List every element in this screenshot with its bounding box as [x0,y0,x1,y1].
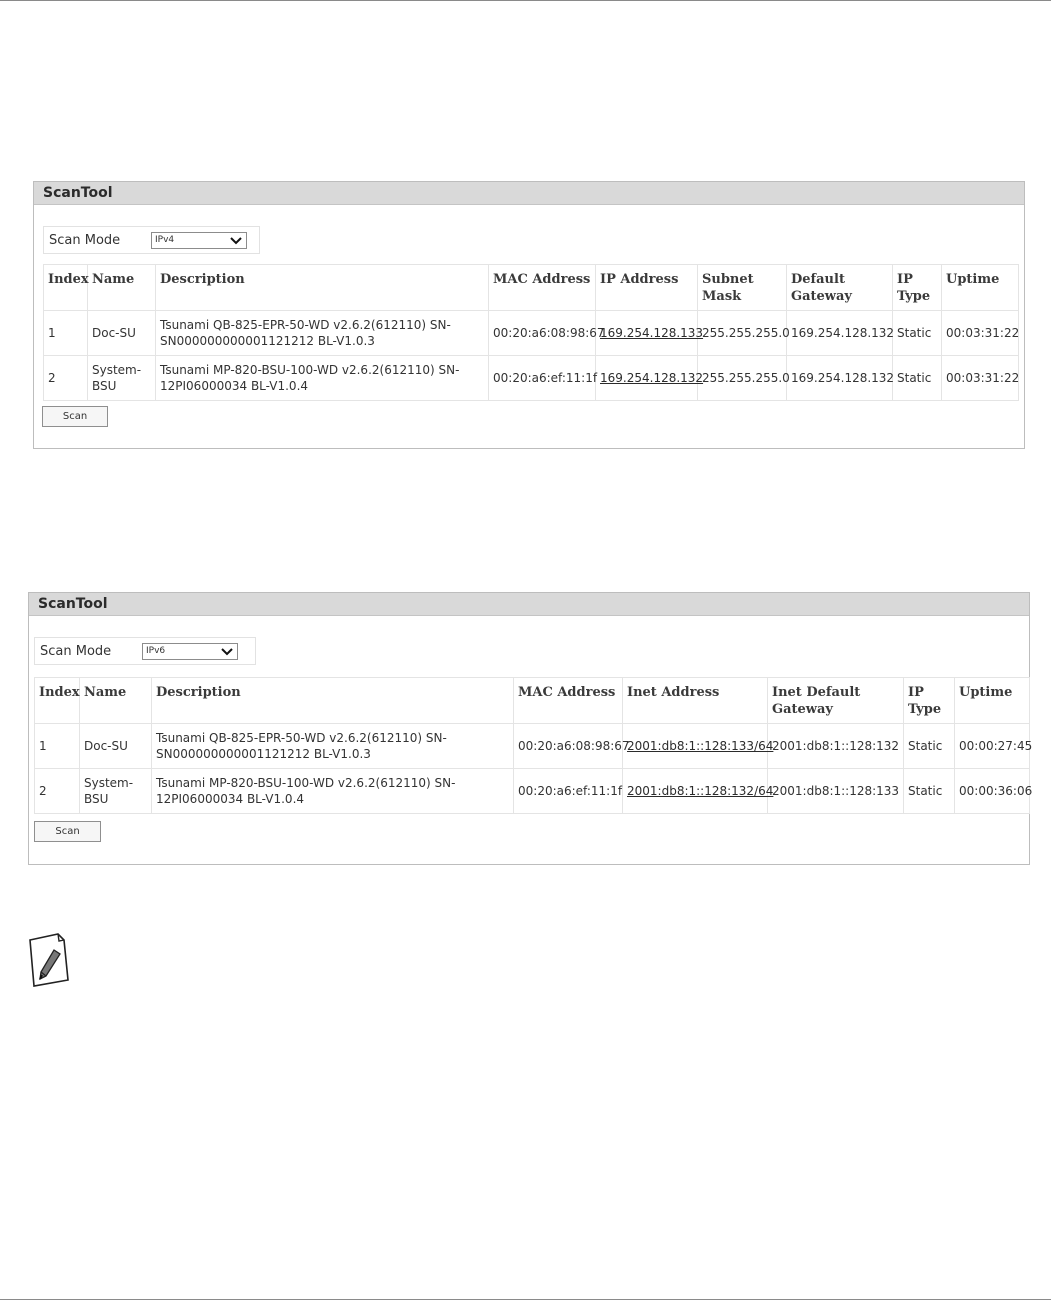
scan-mode-value: IPv6 [146,646,166,656]
column-header: Description [156,265,489,311]
scan-mode-label: Scan Mode [40,643,112,659]
scan-mode-value: IPv4 [155,235,175,245]
scan-mode-row [34,637,256,665]
cell-description: Tsunami QB-825-EPR-50-WD v2.6.2(612110) SN-SN000000000001121212 BL-V1.0.3 [152,724,514,769]
cell-ip-type: Static [904,724,955,769]
cell-gateway: 169.254.128.132 [787,311,893,356]
cell-ip-type: Static [893,356,942,401]
cell-mac: 00:20:a6:08:98:67 [489,311,596,356]
column-header: Uptime [942,265,1019,311]
cell-inet [623,769,774,814]
cell-mac: 00:20:a6:ef:11:1f [514,769,623,814]
cell-index: 1 [44,311,88,356]
cell-uptime: 00:00:36:06 [955,769,1030,814]
cell-index: 1 [35,724,80,769]
scan-mode-row [43,226,260,254]
scan-mode-label: Scan Mode [49,232,121,248]
cell-description: Tsunami MP-820-BSU-100-WD v2.6.2(612110) SN-12PI06000034 BL-V1.0.4 [156,356,489,401]
cell-description: Tsunami QB-825-EPR-50-WD v2.6.2(612110) SN-SN000000000001121212 BL-V1.0.3 [156,311,489,356]
cell-name: System-BSU [88,356,156,401]
table-row [44,356,1019,401]
cell-ip [596,311,704,356]
column-header: Default Gateway [787,265,893,311]
cell-name: Doc-SU [88,311,156,356]
column-header: Index [44,265,88,311]
cell-name: System-BSU [80,769,152,814]
chevron-down-icon [230,236,242,245]
scan-results-table [34,677,1033,814]
column-header: Subnet Mask [698,265,787,311]
column-header: Inet Address [623,678,768,724]
table-header-row [35,678,1030,724]
column-header: MAC Address [514,678,623,724]
inet-address-link[interactable]: 2001:db8:1::128:132/64 [627,784,774,798]
column-header: Index [35,678,80,724]
column-header: MAC Address [489,265,596,311]
scan-results-table [43,264,1019,401]
cell-ip-type: Static [893,311,942,356]
cell-gateway: 2001:db8:1::128:133 [768,769,904,814]
cell-index: 2 [44,356,88,401]
scantool-panel-ipv6 [28,592,1033,865]
scan-button[interactable]: Scan [42,406,108,427]
column-header: IP Type [904,678,955,724]
cell-mac: 00:20:a6:ef:11:1f [489,356,596,401]
cell-mac: 00:20:a6:08:98:67 [514,724,623,769]
scan-mode-select[interactable] [151,232,247,249]
column-header: IP Type [893,265,942,311]
cell-ip-type: Static [904,769,955,814]
top-rule [0,0,1051,1]
ip-address-link[interactable]: 169.254.128.133 [600,326,704,340]
cell-description: Tsunami MP-820-BSU-100-WD v2.6.2(612110) SN-12PI06000034 BL-V1.0.4 [152,769,514,814]
cell-mask: 255.255.255.0 [698,356,787,401]
column-header: IP Address [596,265,698,311]
table-row [35,769,1030,814]
inet-address-link[interactable]: 2001:db8:1::128:133/64 [627,739,774,753]
column-header: Uptime [955,678,1030,724]
cell-uptime: 00:03:31:22 [942,311,1019,356]
cell-uptime: 00:00:27:45 [955,724,1030,769]
panel-title: ScanTool [29,593,1029,616]
cell-ip [596,356,704,401]
table-header-row [44,265,1019,311]
cell-mask: 255.255.255.0 [698,311,787,356]
table-row [35,724,1030,769]
chevron-down-icon [221,647,233,656]
scan-mode-select[interactable] [142,643,238,660]
column-header: Inet Default Gateway [768,678,904,724]
cell-name: Doc-SU [80,724,152,769]
cell-gateway: 2001:db8:1::128:132 [768,724,904,769]
scantool-panel-ipv4 [33,181,1025,449]
note-pencil-icon [24,930,72,988]
column-header: Name [80,678,152,724]
table-row [44,311,1019,356]
cell-inet [623,724,774,769]
ip-address-link[interactable]: 169.254.128.132 [600,371,704,385]
column-header: Name [88,265,156,311]
cell-index: 2 [35,769,80,814]
column-header: Description [152,678,514,724]
cell-gateway: 169.254.128.132 [787,356,893,401]
scan-button[interactable]: Scan [34,821,101,842]
cell-uptime: 00:03:31:22 [942,356,1019,401]
panel-title: ScanTool [34,182,1024,205]
